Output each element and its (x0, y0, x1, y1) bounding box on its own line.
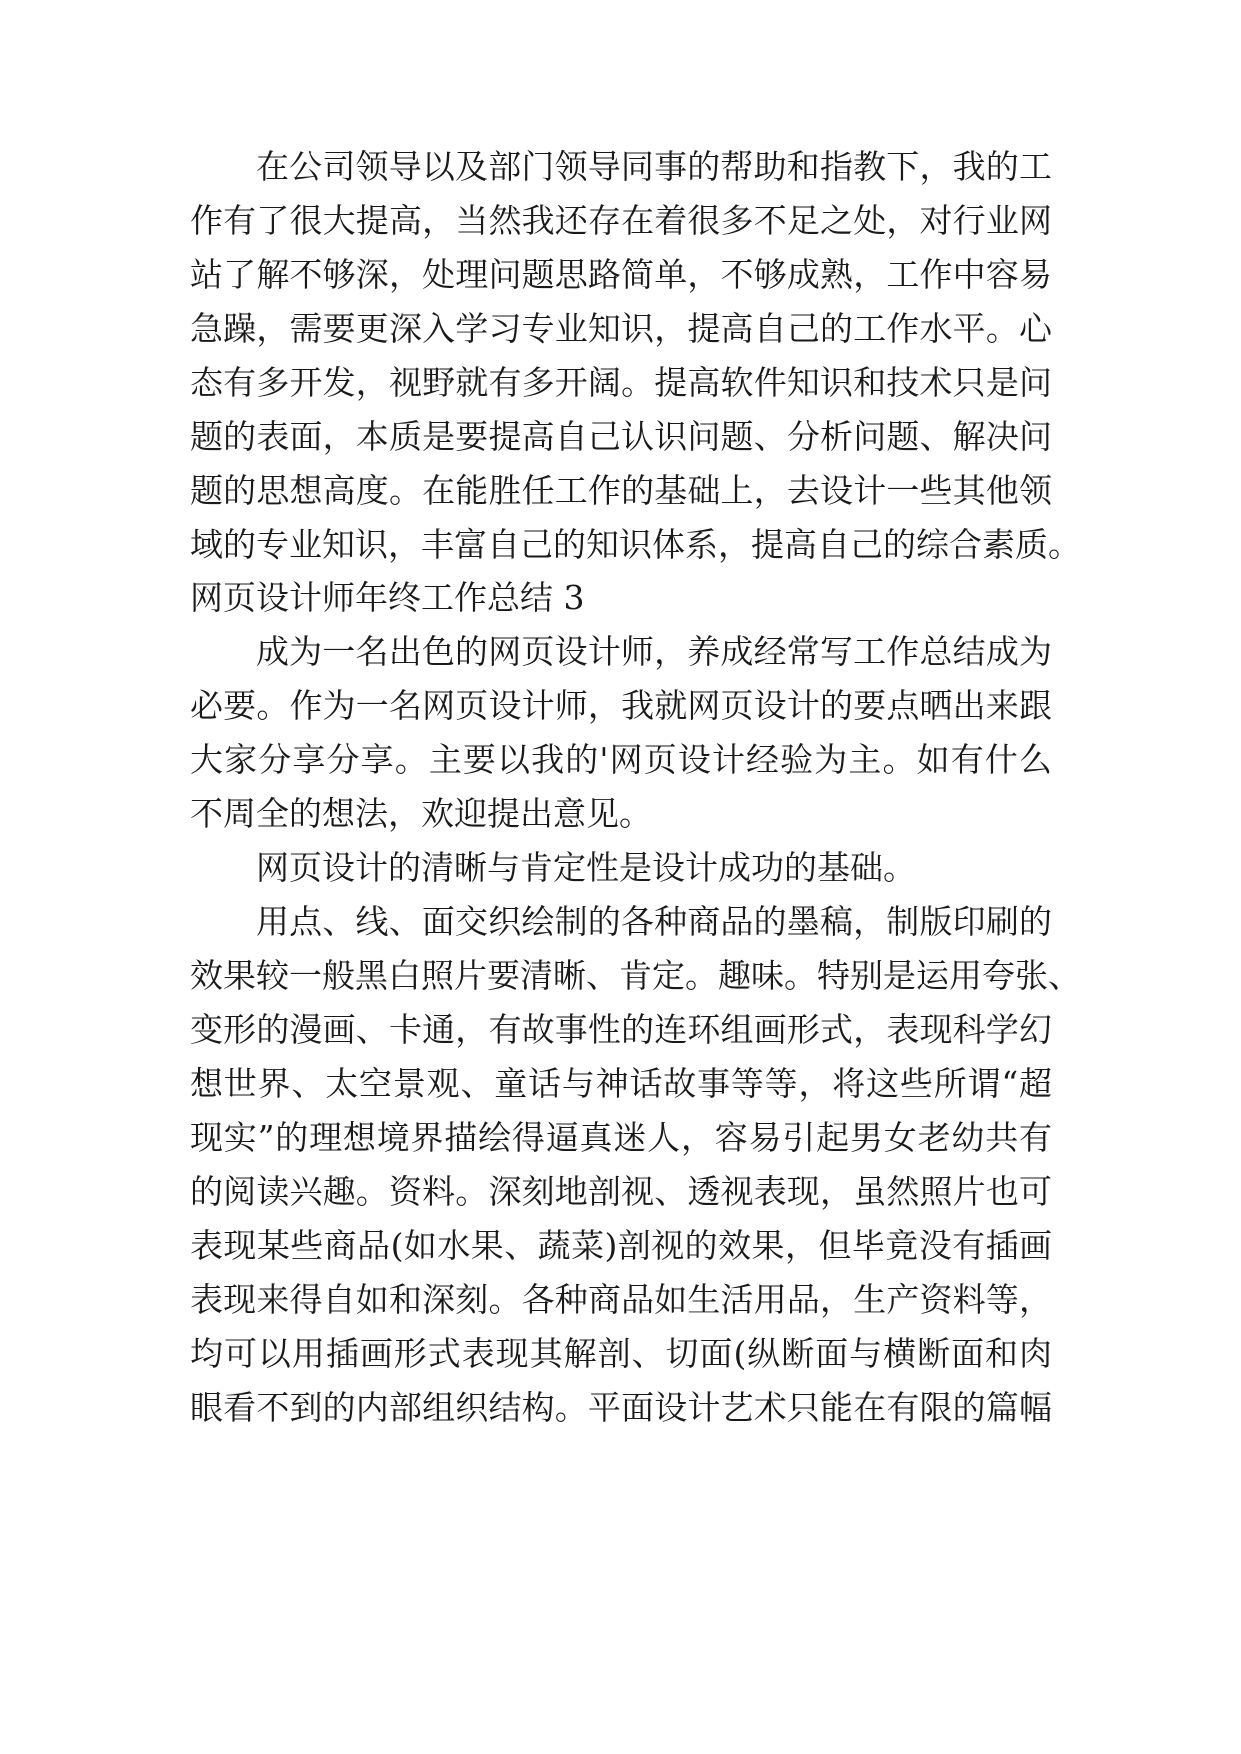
line-text: 站了解不够深，处理问题思路简单，不够成熟，工作中容易 (190, 255, 1052, 294)
line-text: 大家分享分享。主要以我的'网页设计经验为主。如有什么 (190, 740, 1052, 779)
line-text: 题的思想高度。在能胜任工作的基础上，去设计一些其他领 (190, 471, 1052, 510)
section-heading (0, 573, 1241, 623)
paragraph-line (0, 304, 1241, 354)
paragraph-line (0, 412, 1241, 462)
paragraph-line (0, 1059, 1241, 1109)
paragraph-line (0, 627, 1241, 677)
line-text: 均可以用插画形式表现其解剖、切面(纵断面与横断面和肉 (190, 1334, 1052, 1373)
line-text: 必要。作为一名网页设计师，我就网页设计的要点晒出来跟 (190, 686, 1052, 725)
paragraph-line (0, 1005, 1241, 1055)
paragraph-line (0, 789, 1241, 839)
paragraph-line (0, 196, 1241, 246)
paragraph-line (0, 358, 1241, 408)
line-text: 用点、线、面交织绘制的各种商品的墨稿，制版印刷的 (256, 902, 1052, 941)
line-text: 的阅读兴趣。资料。深刻地剖视、透视表现，虽然照片也可 (190, 1172, 1052, 1211)
heading-text: 网页设计师年终工作总结 3 (190, 578, 585, 617)
line-text: 题的表面，本质是要提高自己认识问题、分析问题、解决问 (190, 417, 1052, 456)
line-text: 效果较一般黑白照片要清晰、肯定。趣味。特别是运用夸张、 (190, 956, 1081, 995)
line-text: 眼看不到的内部组织结构。平面设计艺术只能在有限的篇幅 (190, 1388, 1052, 1427)
line-text: 在公司领导以及部门领导同事的帮助和指教下，我的工 (256, 147, 1052, 186)
paragraph-line (0, 1221, 1241, 1271)
line-text: 急躁，需要更深入学习专业知识，提高自己的工作水平。心 (190, 309, 1052, 348)
paragraph-line (0, 897, 1241, 947)
line-text: 变形的漫画、卡通，有故事性的连环组画形式，表现科学幻 (190, 1010, 1052, 1049)
line-text: 想世界、太空景观、童话与神话故事等等，将这些所谓“超 (190, 1064, 1052, 1103)
paragraph-line (0, 466, 1241, 516)
line-text: 网页设计的清晰与肯定性是设计成功的基础。 (256, 848, 916, 887)
line-text: 现实”的理想境界描绘得逼真迷人，容易引起男女老幼共有 (190, 1118, 1052, 1157)
line-text: 作有了很大提高，当然我还存在着很多不足之处，对行业网 (190, 201, 1052, 240)
paragraph-line (0, 520, 1241, 570)
paragraph-line (0, 1329, 1241, 1379)
paragraph-line (0, 681, 1241, 731)
line-text: 表现某些商品(如水果、蔬菜)剖视的效果，但毕竟没有插画 (190, 1226, 1052, 1265)
line-text: 域的专业知识，丰富自己的知识体系，提高自己的综合素质。 (190, 525, 1081, 564)
line-text: 表现来得自如和深刻。各种商品如生活用品，生产资料等， (190, 1280, 1052, 1319)
paragraph-line (0, 142, 1241, 192)
paragraph-line (0, 1383, 1241, 1433)
paragraph-line (0, 1275, 1241, 1325)
line-text: 成为一名出色的网页设计师，养成经常写工作总结成为 (256, 632, 1052, 671)
paragraph-line (0, 250, 1241, 300)
paragraph-line (0, 735, 1241, 785)
paragraph-line (0, 1113, 1241, 1163)
paragraph-line (0, 1167, 1241, 1217)
paragraph-line (0, 843, 1241, 893)
line-text: 不周全的想法，欢迎提出意见。 (190, 794, 652, 833)
line-text: 态有多开发，视野就有多开阔。提高软件知识和技术只是问 (190, 363, 1052, 402)
paragraph-line (0, 951, 1241, 1001)
